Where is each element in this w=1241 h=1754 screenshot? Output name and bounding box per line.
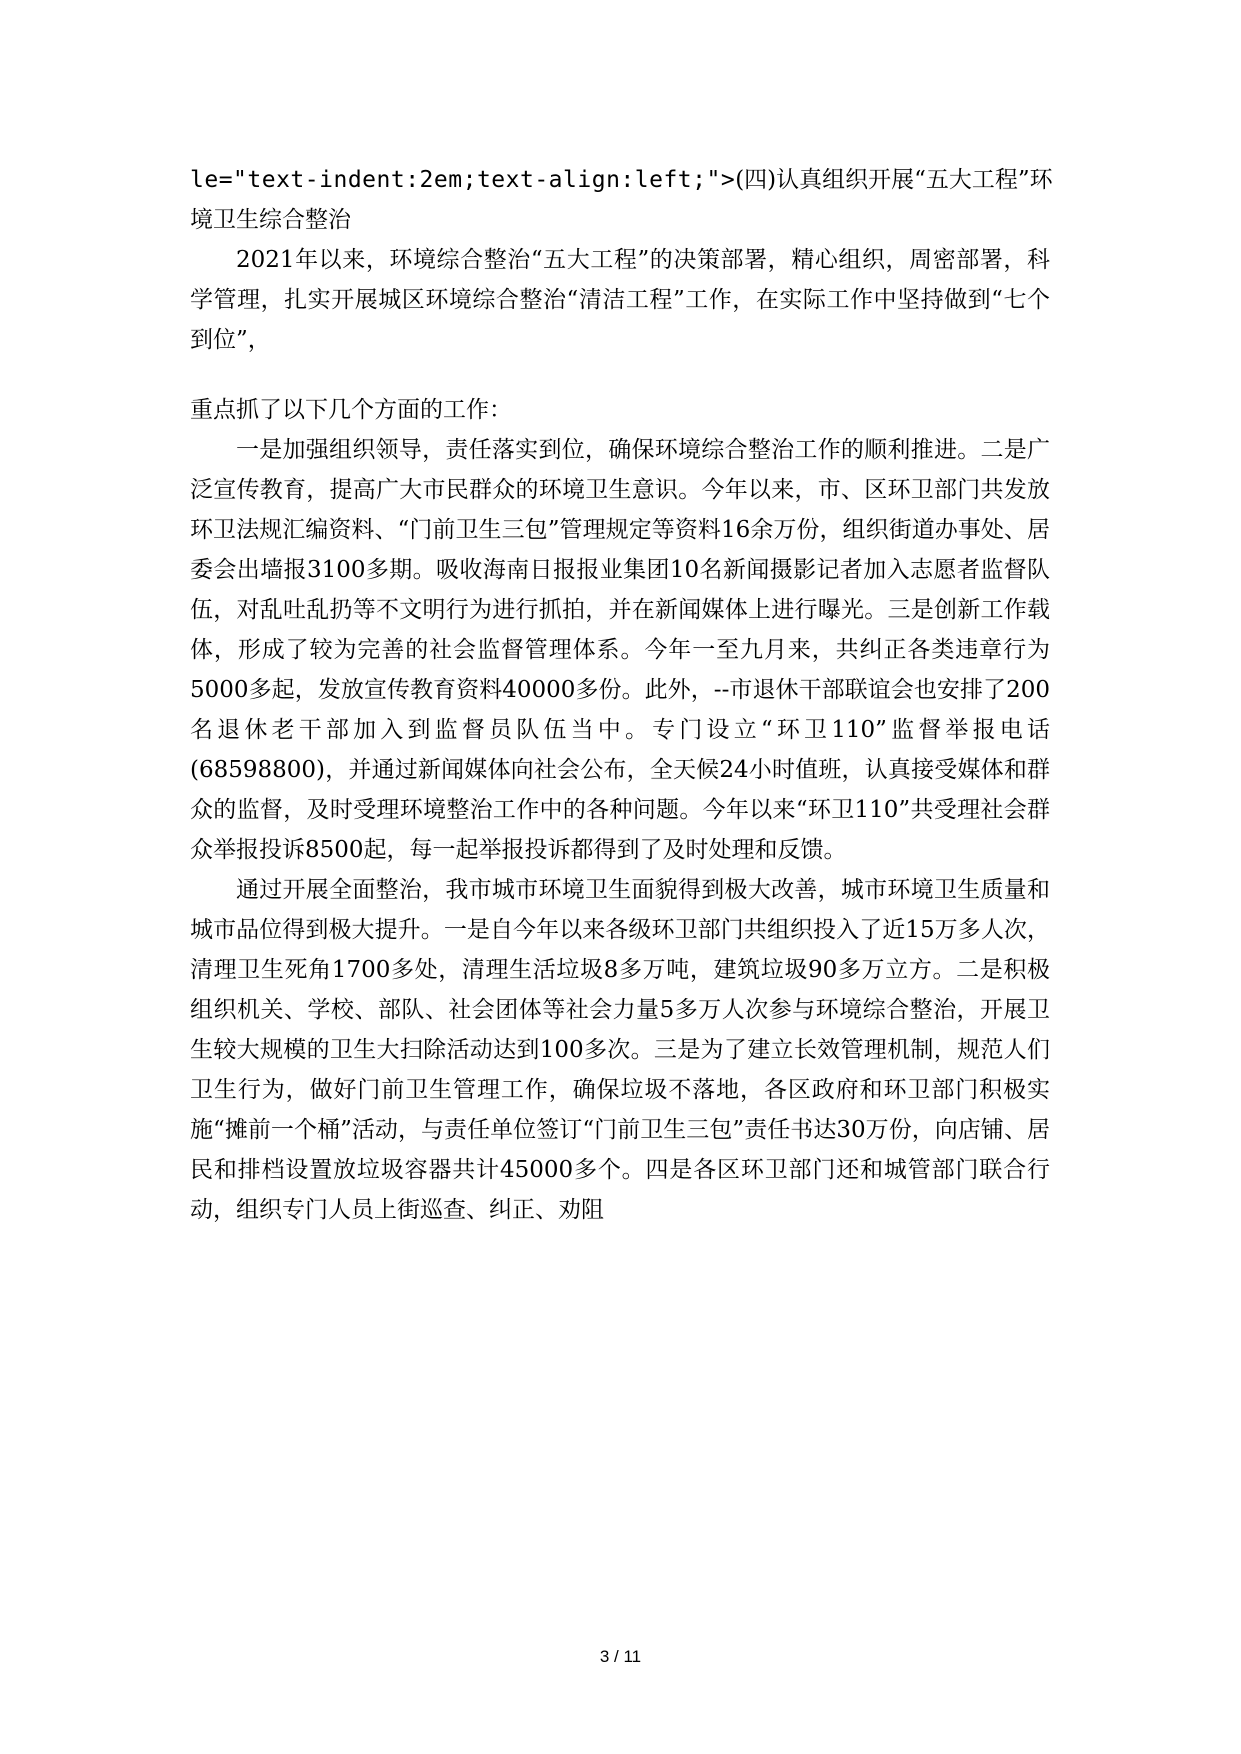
paragraph-gap	[190, 360, 1050, 390]
section-heading-line-2: 境卫生综合整治	[190, 207, 351, 233]
paragraph-focus-lead: 重点抓了以下几个方面的工作：	[190, 397, 512, 423]
page-number: 3 / 11	[599, 1647, 642, 1666]
paragraph-results: 通过开展全面整治，我市城市环境卫生面貌得到极大改善，城市环境卫生质量和城市品位得到极大提升。一是自今年以来各级环卫部门共组织投入了近15万多人次，清理卫生死角1700多处，清理生活垃圾8多万吨，建筑垃圾90多万立方。二是积极组织机关、学校、部队、社会团体等社会力量5多万人次参与环境综合整治，开展卫生较大规模的卫生大扫除活动达到100多次。三是为了建立长效管理机制，规范人们卫生行为，做好门前卫生管理工作，确保垃圾不落地，各区政府和环卫部门积极实施“摊前一个桶”活动，与责任单位签订“门前卫生三包”责任书达30万份，向店铺、居民和排档设置放垃圾容器共计45000多个。四是各区环卫部门还和城管部门联合行动，组织专门人员上街巡查、纠正、劝阻	[190, 877, 1050, 1223]
paragraph-measures: 一是加强组织领导，责任落实到位，确保环境综合整治工作的顺利推进。二是广泛宣传教育，提高广大市民群众的环境卫生意识。今年以来，市、区环卫部门共发放环卫法规汇编资料、“门前卫生三包”管理规定等资料16余万份，组织街道办事处、居委会出墙报3100多期。吸收海南日报报业集团10名新闻摄影记者加入志愿者监督队伍，对乱吐乱扔等不文明行为进行抓拍，并在新闻媒体上进行曝光。三是创新工作载体，形成了较为完善的社会监督管理体系。今年一至九月来，共纠正各类违章行为5000多起，发放宣传教育资料40000多份。此外，--市退休干部联谊会也安排了200名退休老干部加入到监督员队伍当中。专门设立“环卫110”监督举报电话(68598800)，并通过新闻媒体向社会公布，全天候24小时值班，认真接受媒体和群众的监督，及时受理环境整治工作中的各种问题。今年以来“环卫110”共受理社会群众举报投诉8500起，每一起举报投诉都得到了及时处理和反馈。	[190, 437, 1050, 863]
section-heading-line-1	[190, 160, 1053, 200]
html-fragment-text: le="text-indent:2em;text-align:left;">	[190, 167, 736, 193]
document-body	[190, 160, 1053, 1230]
paragraph-intro: 2021年以来，环境综合整治“五大工程”的决策部署，精心组织，周密部署，科学管理，扎实开展城区环境综合整治“清洁工程”工作，在实际工作中坚持做到“七个到位”，	[190, 247, 1050, 353]
section-heading-text: (四)认真组织开展“五大工程”环	[735, 167, 1053, 193]
